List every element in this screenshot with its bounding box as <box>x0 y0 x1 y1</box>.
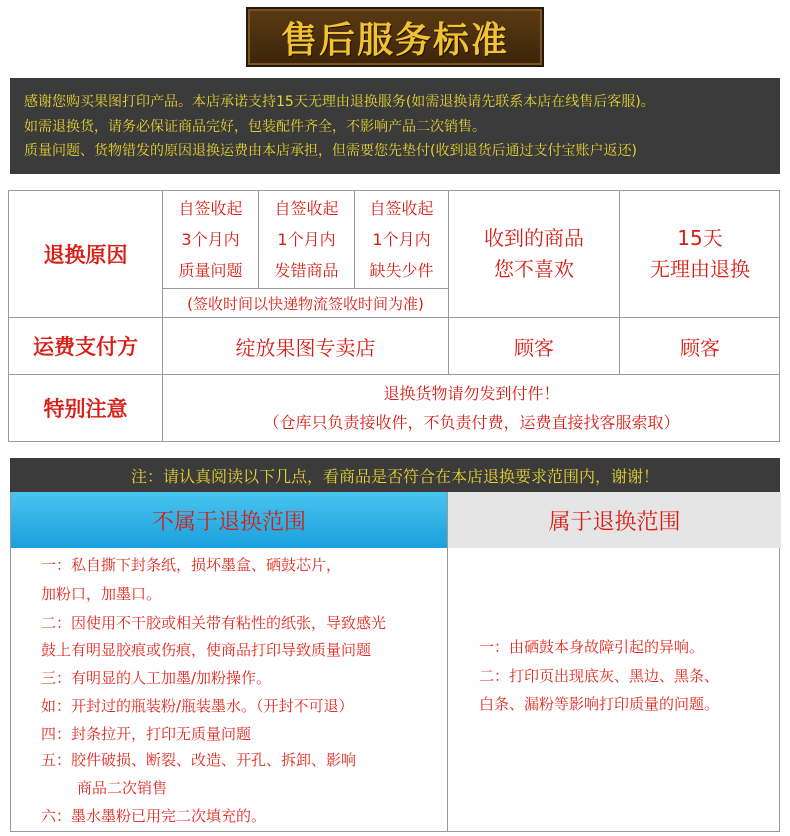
special-note-line: （仓库只负责接收件，不负责付费，运费直接找客服索取） <box>263 413 680 432</box>
cell-line: 自签收起 <box>178 199 243 218</box>
cell-line: 3个月内 <box>181 230 240 249</box>
reason-wrong-item-cell <box>259 191 355 289</box>
reason-15day-cell <box>620 191 780 318</box>
returnable-item: 白条、漏粉等影响打印质量的问题。 <box>479 695 720 713</box>
not-returnable-header: 不属于退换范围 <box>11 492 447 548</box>
notice-line: 质量问题、货物错发的原因退换运费由本店承担，但需要您先垫付(收到退货后通过支付宝账户返还) <box>24 143 637 159</box>
scope-divider <box>447 548 448 832</box>
not-returnable-item: 加粉口，加墨口。 <box>41 585 162 603</box>
sign-time-note: (签收时间以快递物流签收时间为准) <box>163 289 449 318</box>
special-note-cell <box>163 375 780 441</box>
reason-missing-parts-cell <box>355 191 449 289</box>
reason-dislike-cell <box>449 191 620 318</box>
payer-store-cell: 绽放果图专卖店 <box>163 318 449 375</box>
reason-quality-cell <box>163 191 259 289</box>
page-title: 售后服务标准 <box>280 19 509 61</box>
not-returnable-item: 鼓上有明显胶痕或伤痕，使商品打印导致质量问题 <box>41 641 372 659</box>
not-returnable-item: 六：墨水墨粉已用完二次填充的。 <box>41 807 267 825</box>
cell-line: 自签收起 <box>274 199 339 218</box>
notice-line: 如需退换货，请务必保证商品完好，包装配件齐全，不影响产品二次销售。 <box>24 118 486 135</box>
cell-line: 您不喜欢 <box>494 257 574 281</box>
not-returnable-item: 如：开封过的瓶装粉/瓶装墨水。（开封不可退） <box>41 697 354 715</box>
cell-line: 发错商品 <box>274 261 339 280</box>
special-note-line: 退换货物请勿发到付件！ <box>383 384 560 403</box>
notice-line: 感谢您购买果图打印产品。本店承诺支持15天无理由退换服务(如需退换请先联系本店在线售后客服)。 <box>24 94 655 110</box>
return-scope-box <box>10 492 780 832</box>
cell-line: 1个月内 <box>372 230 431 249</box>
cell-line: 质量问题 <box>178 261 243 280</box>
cell-line: 无理由退换 <box>650 257 750 281</box>
returnable-header: 属于退换范围 <box>447 492 781 548</box>
cell-line: 收到的商品 <box>484 226 584 250</box>
cell-line: 1个月内 <box>277 230 336 249</box>
row-header-special-note: 特别注意 <box>9 375 163 441</box>
return-policy-table <box>8 190 780 442</box>
not-returnable-item: 二：因使用不干胶或相关带有粘性的纸张，导致感光 <box>41 614 387 632</box>
cell-line: 缺失少件 <box>369 261 434 280</box>
row-header-reason: 退换原因 <box>9 191 163 318</box>
returnable-item: 一：由硒鼓本身故障引起的异响。 <box>479 638 705 656</box>
title-banner <box>246 7 544 67</box>
not-returnable-item: 三：有明显的人工加墨/加粉操作。 <box>41 669 272 687</box>
service-notice <box>10 78 780 174</box>
row-header-shipping-payer: 运费支付方 <box>9 318 163 375</box>
returnable-item: 二：打印页出现底灰、黑边、黑条、 <box>479 667 720 685</box>
payer-customer-cell: 顾客 <box>620 318 780 375</box>
not-returnable-item: 商品二次销售 <box>77 779 168 797</box>
cell-line: 自签收起 <box>369 199 434 218</box>
cell-line: 15天 <box>677 226 723 250</box>
scope-notice: 注：请认真阅读以下几点，看商品是否符合在本店退换要求范围内，谢谢！ <box>10 458 780 492</box>
not-returnable-item: 一：私自撕下封条纸，损坏墨盒、硒鼓芯片， <box>41 556 342 574</box>
not-returnable-item: 四：封条拉开，打印无质量问题 <box>41 725 252 743</box>
not-returnable-item: 五：胶件破损、断裂、改造、开孔、拆卸、影响 <box>41 751 357 769</box>
payer-customer-cell: 顾客 <box>449 318 620 375</box>
